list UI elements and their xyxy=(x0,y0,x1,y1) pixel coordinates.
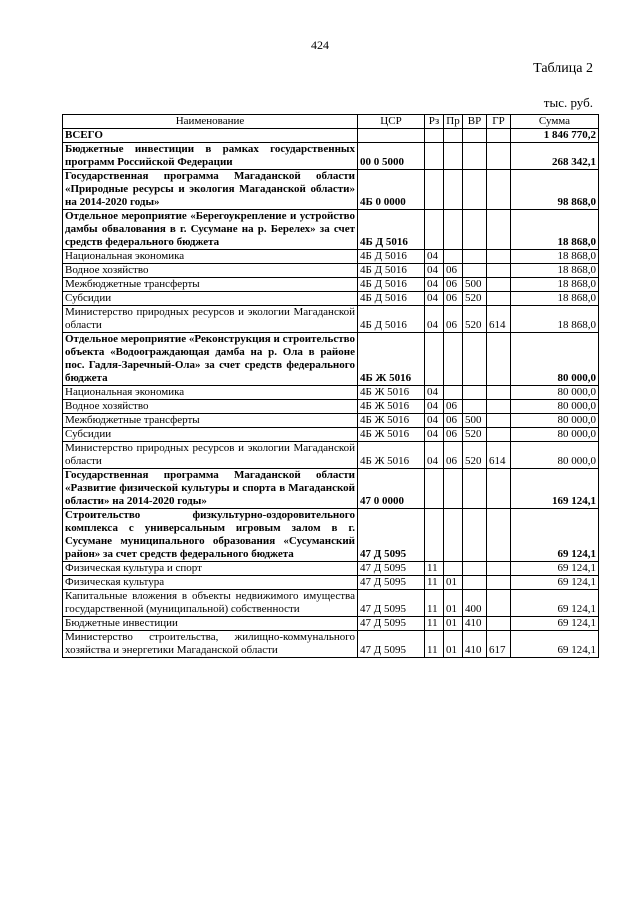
row-sum-cell: 18 868,0 xyxy=(511,306,599,333)
row-csr-cell: 4Б Ж 5016 xyxy=(358,428,425,442)
row-name-cell: Субсидии xyxy=(63,428,358,442)
row-sum-cell: 80 000,0 xyxy=(511,400,599,414)
row-gr-cell xyxy=(487,250,511,264)
row-sum-cell: 80 000,0 xyxy=(511,386,599,400)
row-rz-cell xyxy=(425,143,444,170)
row-gr-cell xyxy=(487,428,511,442)
row-vr-cell xyxy=(463,250,487,264)
row-gr-cell xyxy=(487,617,511,631)
row-vr-cell xyxy=(463,333,487,386)
row-rz-cell: 11 xyxy=(425,576,444,590)
row-vr-cell: 400 xyxy=(463,590,487,617)
row-pr-cell xyxy=(444,250,463,264)
row-vr-cell xyxy=(463,129,487,143)
row-name-cell: Министерство природных ресурсов и экологии Магаданской области xyxy=(63,442,358,469)
page-number: 424 xyxy=(311,38,329,52)
row-gr-cell xyxy=(487,386,511,400)
row-name-cell: Физическая культура xyxy=(63,576,358,590)
row-csr-cell: 4Б Д 5016 xyxy=(358,278,425,292)
row-gr-cell xyxy=(487,210,511,250)
row-rz-cell: 04 xyxy=(425,306,444,333)
row-csr-cell xyxy=(358,129,425,143)
row-sum-cell: 18 868,0 xyxy=(511,250,599,264)
table-row xyxy=(63,170,599,210)
row-name-cell: Межбюджетные трансферты xyxy=(63,278,358,292)
row-pr-cell: 06 xyxy=(444,278,463,292)
row-name-cell: Физическая культура и спорт xyxy=(63,562,358,576)
row-csr-cell: 4Б Ж 5016 xyxy=(358,442,425,469)
row-rz-cell xyxy=(425,469,444,509)
row-gr-cell xyxy=(487,590,511,617)
row-vr-cell xyxy=(463,562,487,576)
row-name-cell: Отдельное мероприятие «Реконструкция и строительство объекта «Водоограждающая дамба на р. Ола в районе пос. Гадля-Заречный-Ола» за счет средств федерального бюджета xyxy=(63,333,358,386)
row-rz-cell xyxy=(425,333,444,386)
row-csr-cell: 4Б Д 5016 xyxy=(358,306,425,333)
table-row xyxy=(63,631,599,658)
row-pr-cell xyxy=(444,562,463,576)
row-gr-cell: 614 xyxy=(487,306,511,333)
row-name-cell: Субсидии xyxy=(63,292,358,306)
row-sum-cell: 18 868,0 xyxy=(511,278,599,292)
row-csr-cell: 47 Д 5095 xyxy=(358,576,425,590)
table-row xyxy=(63,469,599,509)
row-name-cell: Государственная программа Магаданской области «Развитие физической культуры и спорта в Магаданской области» на 2014-2020 годы» xyxy=(63,469,358,509)
row-pr-cell xyxy=(444,333,463,386)
row-rz-cell: 11 xyxy=(425,617,444,631)
row-name-cell: Государственная программа Магаданской области «Природные ресурсы и экология Магаданской области» на 2014-2020 годы» xyxy=(63,170,358,210)
table-row xyxy=(63,442,599,469)
column-header-rz: Рз xyxy=(425,115,444,129)
table-row xyxy=(63,617,599,631)
row-csr-cell: 4Б Ж 5016 xyxy=(358,400,425,414)
row-csr-cell: 4Б Д 5016 xyxy=(358,292,425,306)
row-name-cell: Бюджетные инвестиции в рамках государственных программ Российской Федерации xyxy=(63,143,358,170)
row-gr-cell xyxy=(487,292,511,306)
table-row xyxy=(63,509,599,562)
row-name-cell: Строительство физкультурно-оздоровительного комплекса с универсальным игровым залом в г. Сусумане муниципального образования «Сусуманский район» за счет средств федерального бюджета xyxy=(63,509,358,562)
row-sum-cell: 268 342,1 xyxy=(511,143,599,170)
row-sum-cell: 69 124,1 xyxy=(511,509,599,562)
row-vr-cell xyxy=(463,210,487,250)
table-row xyxy=(63,576,599,590)
row-sum-cell: 98 868,0 xyxy=(511,170,599,210)
row-vr-cell: 520 xyxy=(463,442,487,469)
row-gr-cell xyxy=(487,469,511,509)
row-gr-cell: 614 xyxy=(487,442,511,469)
row-vr-cell xyxy=(463,400,487,414)
row-vr-cell xyxy=(463,143,487,170)
row-rz-cell: 04 xyxy=(425,264,444,278)
row-csr-cell: 47 0 0000 xyxy=(358,469,425,509)
row-gr-cell xyxy=(487,143,511,170)
row-csr-cell: 4Б Ж 5016 xyxy=(358,386,425,400)
budget-table xyxy=(62,114,599,658)
table-row xyxy=(63,143,599,170)
table-row xyxy=(63,386,599,400)
row-pr-cell: 06 xyxy=(444,428,463,442)
row-pr-cell xyxy=(444,469,463,509)
row-sum-cell: 18 868,0 xyxy=(511,292,599,306)
row-name-cell: Национальная экономика xyxy=(63,250,358,264)
row-csr-cell: 4Б Ж 5016 xyxy=(358,414,425,428)
row-rz-cell xyxy=(425,509,444,562)
row-csr-cell: 4Б Д 5016 xyxy=(358,250,425,264)
row-csr-cell: 4Б Д 5016 xyxy=(358,264,425,278)
row-pr-cell: 06 xyxy=(444,306,463,333)
row-pr-cell: 01 xyxy=(444,617,463,631)
row-vr-cell xyxy=(463,170,487,210)
table-row xyxy=(63,129,599,143)
row-name-cell: Национальная экономика xyxy=(63,386,358,400)
row-rz-cell: 04 xyxy=(425,278,444,292)
table-row xyxy=(63,306,599,333)
row-name-cell: ВСЕГО xyxy=(63,129,358,143)
row-vr-cell xyxy=(463,469,487,509)
row-vr-cell xyxy=(463,386,487,400)
row-csr-cell: 47 Д 5095 xyxy=(358,617,425,631)
row-gr-cell xyxy=(487,278,511,292)
row-csr-cell: 47 Д 5095 xyxy=(358,562,425,576)
row-sum-cell: 80 000,0 xyxy=(511,442,599,469)
row-sum-cell: 80 000,0 xyxy=(511,428,599,442)
row-pr-cell: 06 xyxy=(444,264,463,278)
row-gr-cell xyxy=(487,576,511,590)
row-rz-cell xyxy=(425,129,444,143)
table-row xyxy=(63,562,599,576)
table-row xyxy=(63,250,599,264)
row-name-cell: Водное хозяйство xyxy=(63,400,358,414)
row-sum-cell: 69 124,1 xyxy=(511,590,599,617)
row-gr-cell xyxy=(487,562,511,576)
row-vr-cell: 500 xyxy=(463,414,487,428)
row-csr-cell: 47 Д 5095 xyxy=(358,631,425,658)
header-row xyxy=(63,115,599,129)
table-row xyxy=(63,400,599,414)
row-rz-cell: 11 xyxy=(425,590,444,617)
row-name-cell: Отдельное мероприятие «Берегоукрепление и устройство дамбы обвалования в г. Сусумане на р. Берелех» за счет средств федерального бюджета xyxy=(63,210,358,250)
table-row xyxy=(63,210,599,250)
row-pr-cell xyxy=(444,129,463,143)
row-rz-cell: 04 xyxy=(425,442,444,469)
row-sum-cell: 1 846 770,2 xyxy=(511,129,599,143)
row-gr-cell xyxy=(487,414,511,428)
row-csr-cell: 4Б Д 5016 xyxy=(358,210,425,250)
table-caption: Таблица 2 xyxy=(533,61,593,76)
row-pr-cell: 01 xyxy=(444,576,463,590)
row-rz-cell: 04 xyxy=(425,400,444,414)
table-row xyxy=(63,414,599,428)
row-rz-cell: 04 xyxy=(425,386,444,400)
row-rz-cell: 04 xyxy=(425,414,444,428)
table-row xyxy=(63,264,599,278)
row-sum-cell: 169 124,1 xyxy=(511,469,599,509)
row-name-cell: Бюджетные инвестиции xyxy=(63,617,358,631)
row-gr-cell: 617 xyxy=(487,631,511,658)
column-header-vr: ВР xyxy=(463,115,487,129)
row-sum-cell: 18 868,0 xyxy=(511,210,599,250)
row-pr-cell: 06 xyxy=(444,414,463,428)
row-sum-cell: 69 124,1 xyxy=(511,617,599,631)
row-pr-cell: 06 xyxy=(444,292,463,306)
row-pr-cell: 06 xyxy=(444,400,463,414)
row-gr-cell xyxy=(487,129,511,143)
row-name-cell: Водное хозяйство xyxy=(63,264,358,278)
row-pr-cell xyxy=(444,210,463,250)
row-rz-cell: 11 xyxy=(425,562,444,576)
row-vr-cell: 500 xyxy=(463,278,487,292)
table-row xyxy=(63,333,599,386)
row-pr-cell xyxy=(444,386,463,400)
table-row xyxy=(63,278,599,292)
table-row xyxy=(63,292,599,306)
row-rz-cell: 04 xyxy=(425,428,444,442)
units-label: тыс. руб. xyxy=(543,95,593,110)
row-rz-cell: 11 xyxy=(425,631,444,658)
row-vr-cell xyxy=(463,576,487,590)
column-header-gr: ГР xyxy=(487,115,511,129)
row-pr-cell xyxy=(444,509,463,562)
row-pr-cell: 06 xyxy=(444,442,463,469)
row-pr-cell: 01 xyxy=(444,631,463,658)
row-rz-cell: 04 xyxy=(425,292,444,306)
row-gr-cell xyxy=(487,264,511,278)
row-csr-cell: 47 Д 5095 xyxy=(358,590,425,617)
table-row xyxy=(63,428,599,442)
column-header-pr: Пр xyxy=(444,115,463,129)
row-vr-cell: 410 xyxy=(463,631,487,658)
row-vr-cell xyxy=(463,509,487,562)
row-csr-cell: 47 Д 5095 xyxy=(358,509,425,562)
row-sum-cell: 69 124,1 xyxy=(511,576,599,590)
row-csr-cell: 4Б Ж 5016 xyxy=(358,333,425,386)
row-sum-cell: 69 124,1 xyxy=(511,562,599,576)
row-gr-cell xyxy=(487,509,511,562)
row-gr-cell xyxy=(487,400,511,414)
column-header-name: Наименование xyxy=(63,115,358,129)
row-name-cell: Министерство строительства, жилищно-коммунального хозяйства и энергетики Магаданской области xyxy=(63,631,358,658)
row-pr-cell xyxy=(444,170,463,210)
row-sum-cell: 18 868,0 xyxy=(511,264,599,278)
row-sum-cell: 80 000,0 xyxy=(511,333,599,386)
row-gr-cell xyxy=(487,333,511,386)
row-pr-cell: 01 xyxy=(444,590,463,617)
row-vr-cell: 520 xyxy=(463,306,487,333)
row-gr-cell xyxy=(487,170,511,210)
row-rz-cell xyxy=(425,170,444,210)
row-name-cell: Капитальные вложения в объекты недвижимого имущества государственной (муниципальной) собственности xyxy=(63,590,358,617)
table-row xyxy=(63,590,599,617)
row-rz-cell xyxy=(425,210,444,250)
row-name-cell: Министерство природных ресурсов и экологии Магаданской области xyxy=(63,306,358,333)
row-vr-cell: 410 xyxy=(463,617,487,631)
row-vr-cell xyxy=(463,264,487,278)
row-csr-cell: 00 0 5000 xyxy=(358,143,425,170)
row-csr-cell: 4Б 0 0000 xyxy=(358,170,425,210)
row-sum-cell: 80 000,0 xyxy=(511,414,599,428)
row-pr-cell xyxy=(444,143,463,170)
row-sum-cell: 69 124,1 xyxy=(511,631,599,658)
column-header-csr: ЦСР xyxy=(358,115,425,129)
row-vr-cell: 520 xyxy=(463,428,487,442)
row-vr-cell: 520 xyxy=(463,292,487,306)
row-rz-cell: 04 xyxy=(425,250,444,264)
row-name-cell: Межбюджетные трансферты xyxy=(63,414,358,428)
column-header-sum: Сумма xyxy=(511,115,599,129)
